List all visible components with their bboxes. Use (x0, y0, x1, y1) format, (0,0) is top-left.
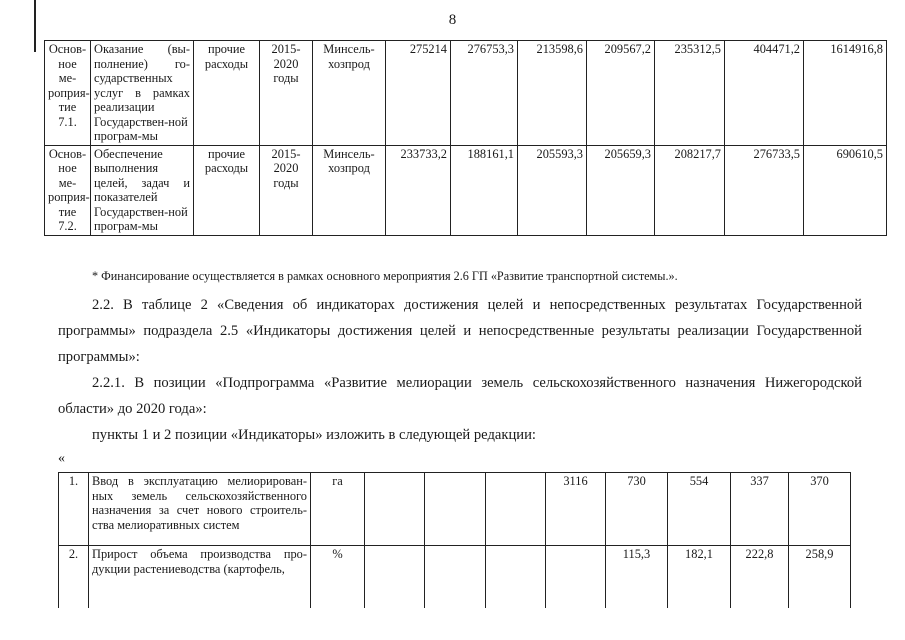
value-cell: 209567,2 (587, 41, 655, 146)
period: 2015-2020 годы (260, 145, 313, 235)
value-cell: 115,3 (606, 546, 668, 609)
value-cell: 235312,5 (655, 41, 725, 146)
value-cell: 404471,2 (725, 41, 804, 146)
table-row (59, 473, 851, 546)
executor: Минсель-хозпрод (313, 41, 386, 146)
value-cell: 213598,6 (518, 41, 587, 146)
value-cell: 275214 (386, 41, 451, 146)
value-cell (425, 473, 486, 546)
unit-cell: га (311, 473, 365, 546)
executor: Минсель-хозпрод (313, 145, 386, 235)
period: 2015-2020 годы (260, 41, 313, 146)
expense-type: прочие расходы (194, 41, 260, 146)
expense-type: прочие расходы (194, 145, 260, 235)
value-cell: 258,9 (789, 546, 851, 609)
table-row (45, 41, 887, 146)
value-cell: 730 (606, 473, 668, 546)
paragraph-text: 2.2.1. В позиции «Подпрограмма «Развитие мелиорации земель сельскохозяйственного назначения Нижегородской области» до 2020 года»: (58, 375, 862, 417)
indicator-name: Ввод в эксплуатацию мелиорирован-ных земель сельскохозяйственного назначения за счет нового строитель-ства мелиоративных систем (89, 473, 311, 546)
row-index: 1. (59, 473, 89, 546)
value-cell (365, 473, 425, 546)
table-row (45, 145, 887, 235)
total-cell: 690610,5 (804, 145, 887, 235)
value-cell (546, 546, 606, 609)
footnote: * Финансирование осуществляется в рамках основного мероприятия 2.6 ГП «Развитие транспортной системы.». (92, 269, 678, 283)
indicator-name: Прирост объема производства про-дукции растениеводства (картофель, (89, 546, 311, 609)
value-cell: 3116 (546, 473, 606, 546)
measure-description: Оказание (вы-полнение) го-сударственных услуг в рамках реализации Государствен-ной програм-мы (91, 41, 194, 146)
value-cell: 554 (668, 473, 731, 546)
indicators-table (58, 472, 851, 608)
opening-quote: « (58, 451, 65, 466)
table-row (59, 546, 851, 609)
paragraph-2-2 (58, 292, 862, 370)
value-cell: 233733,2 (386, 145, 451, 235)
paragraph-text: 2.2. В таблице 2 «Сведения об индикаторах достижения целей и непосредственных результатах Государственной программы» подраздела 2.5 «Индикаторы достижения целей и непосредственные результаты реализации Государственной программы»: (58, 297, 862, 365)
value-cell: 370 (789, 473, 851, 546)
financing-table (44, 40, 887, 236)
value-cell (365, 546, 425, 609)
value-cell: 205593,3 (518, 145, 587, 235)
value-cell: 337 (731, 473, 789, 546)
measure-description: Обеспечение выполнения целей, задач и показателей Государствен-ной програм-мы (91, 145, 194, 235)
paragraph-2-2-1 (58, 370, 862, 422)
value-cell (425, 546, 486, 609)
value-cell (486, 473, 546, 546)
value-cell: 276733,5 (725, 145, 804, 235)
value-cell: 188161,1 (451, 145, 518, 235)
value-cell (486, 546, 546, 609)
value-cell: 222,8 (731, 546, 789, 609)
value-cell: 208217,7 (655, 145, 725, 235)
total-cell: 1614916,8 (804, 41, 887, 146)
measure-name: Основ-ное ме-роприя-тие 7.1. (45, 41, 91, 146)
value-cell: 205659,3 (587, 145, 655, 235)
measure-name: Основ-ное ме-роприя-тие 7.2. (45, 145, 91, 235)
row-index: 2. (59, 546, 89, 609)
value-cell: 182,1 (668, 546, 731, 609)
paragraph-instruction: пункты 1 и 2 позиции «Индикаторы» изложить в следующей редакции: (92, 427, 536, 443)
value-cell: 276753,3 (451, 41, 518, 146)
unit-cell: % (311, 546, 365, 609)
page-number: 8 (448, 12, 457, 28)
